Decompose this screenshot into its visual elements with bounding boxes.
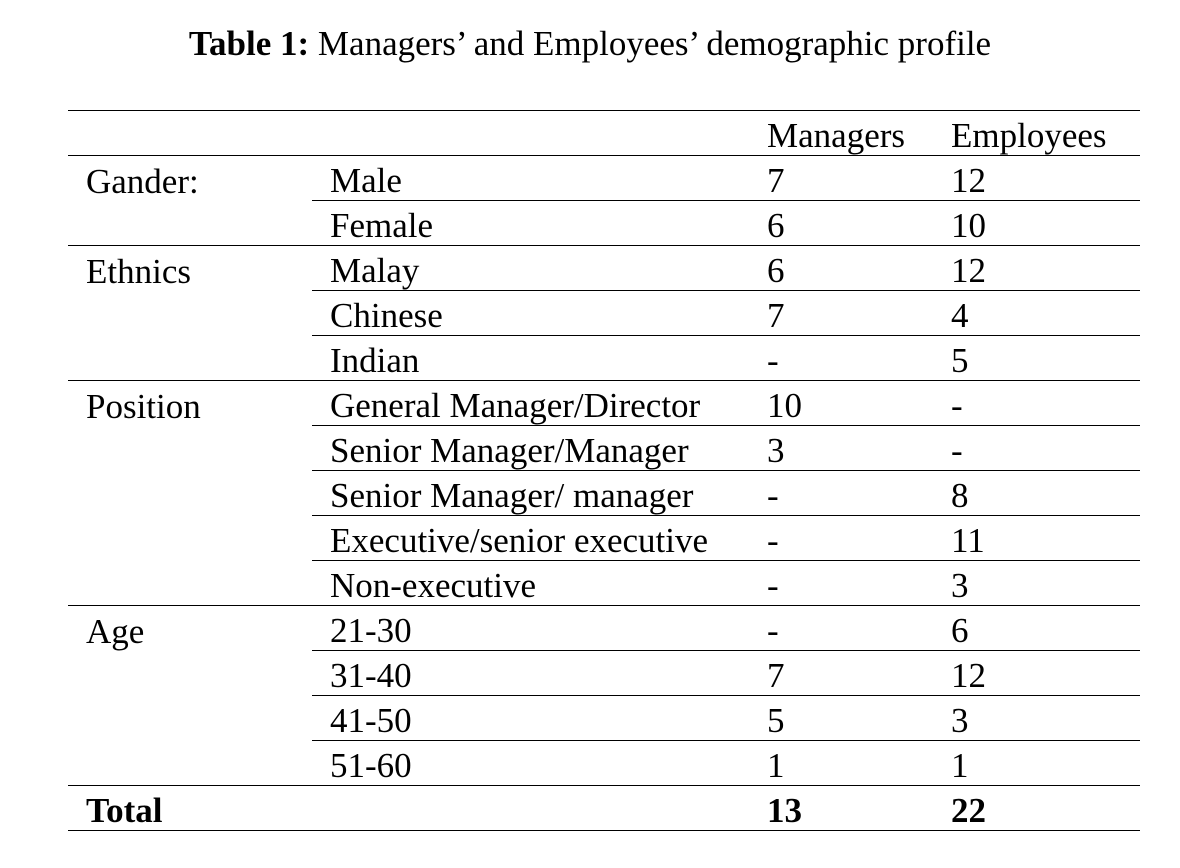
table-row bbox=[68, 156, 1140, 201]
group-cell bbox=[68, 696, 312, 741]
employees-cell: 10 bbox=[943, 201, 1140, 246]
item-cell: 21-30 bbox=[312, 606, 761, 651]
table-row bbox=[68, 426, 1140, 471]
group-cell bbox=[68, 336, 312, 381]
group-cell: Position bbox=[86, 386, 201, 426]
managers-cell: 6 bbox=[761, 201, 943, 246]
header-cell-managers: Managers bbox=[761, 111, 943, 156]
table-row bbox=[68, 696, 1140, 741]
item-cell: General Manager/Director bbox=[312, 381, 761, 426]
managers-cell: 7 bbox=[761, 156, 943, 201]
item-cell: 31-40 bbox=[312, 651, 761, 696]
demographic-profile-table bbox=[68, 110, 1140, 831]
group-cell bbox=[68, 561, 312, 606]
table-row bbox=[68, 516, 1140, 561]
table-row bbox=[68, 381, 1140, 426]
item-cell: Senior Manager/Manager bbox=[312, 426, 761, 471]
managers-cell: 1 bbox=[761, 741, 943, 786]
employees-cell: 11 bbox=[943, 516, 1140, 561]
item-cell: Indian bbox=[312, 336, 761, 381]
managers-cell: - bbox=[761, 336, 943, 381]
managers-cell: 7 bbox=[761, 291, 943, 336]
group-cell: Ethnics bbox=[86, 251, 191, 291]
header-cell-item bbox=[312, 111, 761, 156]
managers-cell: - bbox=[761, 561, 943, 606]
employees-cell: 8 bbox=[943, 471, 1140, 516]
total-label: Total bbox=[68, 786, 312, 831]
managers-cell: 5 bbox=[761, 696, 943, 741]
total-managers: 13 bbox=[761, 786, 943, 831]
table-row bbox=[68, 471, 1140, 516]
item-cell: Chinese bbox=[312, 291, 761, 336]
managers-cell: 7 bbox=[761, 651, 943, 696]
employees-cell: 3 bbox=[943, 696, 1140, 741]
employees-cell: 12 bbox=[943, 246, 1140, 291]
employees-cell: 4 bbox=[943, 291, 1140, 336]
group-cell bbox=[68, 201, 312, 246]
item-cell: Female bbox=[312, 201, 761, 246]
group-cell bbox=[68, 651, 312, 696]
table-row bbox=[68, 336, 1140, 381]
table-caption bbox=[0, 22, 1180, 66]
group-cell bbox=[68, 741, 312, 786]
managers-cell: - bbox=[761, 471, 943, 516]
group-cell: Gander: bbox=[86, 161, 199, 201]
table-row bbox=[68, 561, 1140, 606]
managers-cell: 6 bbox=[761, 246, 943, 291]
employees-cell: 12 bbox=[943, 156, 1140, 201]
item-cell: 41-50 bbox=[312, 696, 761, 741]
group-cell bbox=[68, 291, 312, 336]
employees-cell: 3 bbox=[943, 561, 1140, 606]
item-cell: 51-60 bbox=[312, 741, 761, 786]
table-row bbox=[68, 741, 1140, 786]
employees-cell: - bbox=[943, 381, 1140, 426]
header-row bbox=[68, 111, 1140, 156]
managers-cell: 10 bbox=[761, 381, 943, 426]
managers-cell: - bbox=[761, 516, 943, 561]
table-body bbox=[68, 111, 1140, 831]
item-cell: Non-executive bbox=[312, 561, 761, 606]
managers-cell: - bbox=[761, 606, 943, 651]
caption-text: Managers’ and Employees’ demographic profile bbox=[309, 24, 992, 63]
item-cell: Malay bbox=[312, 246, 761, 291]
table-row bbox=[68, 606, 1140, 651]
item-cell: Executive/senior executive bbox=[312, 516, 761, 561]
total-employees: 22 bbox=[943, 786, 1140, 831]
total-row bbox=[68, 786, 1140, 831]
header-cell-employees: Employees bbox=[943, 111, 1140, 156]
employees-cell: 1 bbox=[943, 741, 1140, 786]
employees-cell: 5 bbox=[943, 336, 1140, 381]
header-cell-group bbox=[68, 111, 312, 156]
item-cell: Senior Manager/ manager bbox=[312, 471, 761, 516]
employees-cell: 12 bbox=[943, 651, 1140, 696]
group-cell: Age bbox=[86, 611, 145, 651]
group-cell bbox=[68, 471, 312, 516]
group-cell bbox=[68, 426, 312, 471]
employees-cell: 6 bbox=[943, 606, 1140, 651]
managers-cell: 3 bbox=[761, 426, 943, 471]
employees-cell: - bbox=[943, 426, 1140, 471]
item-cell: Male bbox=[312, 156, 761, 201]
table-row bbox=[68, 246, 1140, 291]
table-row bbox=[68, 201, 1140, 246]
table-row bbox=[68, 291, 1140, 336]
table-row bbox=[68, 651, 1140, 696]
caption-label: Table 1: bbox=[188, 24, 310, 63]
total-item-cell bbox=[312, 786, 761, 831]
group-cell bbox=[68, 516, 312, 561]
